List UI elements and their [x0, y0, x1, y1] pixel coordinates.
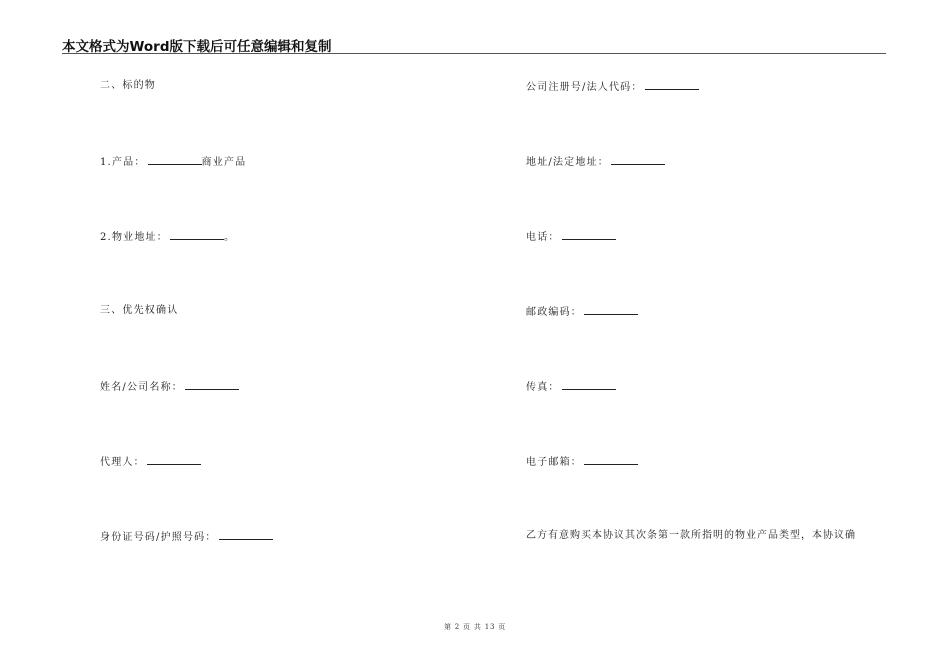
page-number-footer: 第 2 页 共 13 页	[443, 623, 507, 631]
product-line	[100, 154, 246, 170]
phone-label: 电话：	[526, 232, 560, 243]
id-blank	[219, 529, 273, 540]
id-line	[100, 529, 273, 545]
address-label: 地址/法定地址：	[526, 157, 609, 168]
name-label: 姓名/公司名称：	[100, 382, 183, 393]
email-label: 电子邮箱：	[526, 457, 582, 468]
postcode-line	[526, 304, 638, 320]
section-two-heading	[100, 79, 156, 93]
document-header-title: 本文格式为Word版下载后可任意编辑和复制	[62, 39, 332, 55]
id-label: 身份证号码/护照号码：	[100, 532, 217, 543]
section-three-text: 三、优先权确认	[100, 305, 179, 316]
phone-blank	[562, 229, 616, 240]
intent-paragraph	[526, 529, 856, 543]
property-address-label: 2.物业地址：	[100, 232, 168, 243]
header-divider	[62, 53, 886, 54]
email-blank	[584, 454, 638, 465]
section-three-heading	[100, 304, 178, 318]
fax-line	[526, 379, 616, 395]
name-blank	[185, 379, 239, 390]
company-reg-blank	[645, 79, 699, 90]
product-suffix: 商业产品	[201, 157, 247, 168]
property-address-blank	[170, 229, 224, 240]
intent-text: 乙方有意购买本协议其次条第一款所指明的物业产品类型，本协议确	[526, 530, 856, 541]
product-label: 1.产品：	[100, 157, 146, 168]
company-reg-line	[526, 79, 699, 95]
postcode-blank	[584, 304, 638, 315]
address-blank	[611, 154, 665, 165]
section-two-text: 二、标的物	[100, 80, 156, 91]
company-reg-label: 公司注册号/法人代码：	[526, 82, 643, 93]
agent-line	[100, 454, 201, 470]
agent-label: 代理人：	[100, 457, 145, 468]
agent-blank	[147, 454, 201, 465]
property-address-suffix: 。	[223, 232, 236, 243]
address-line	[526, 154, 665, 170]
property-address-line	[100, 229, 235, 245]
name-line	[100, 379, 239, 395]
fax-blank	[562, 379, 616, 390]
email-line	[526, 454, 638, 470]
product-blank	[148, 154, 202, 165]
postcode-label: 邮政编码：	[526, 307, 582, 318]
fax-label: 传真：	[526, 382, 560, 393]
phone-line	[526, 229, 616, 245]
